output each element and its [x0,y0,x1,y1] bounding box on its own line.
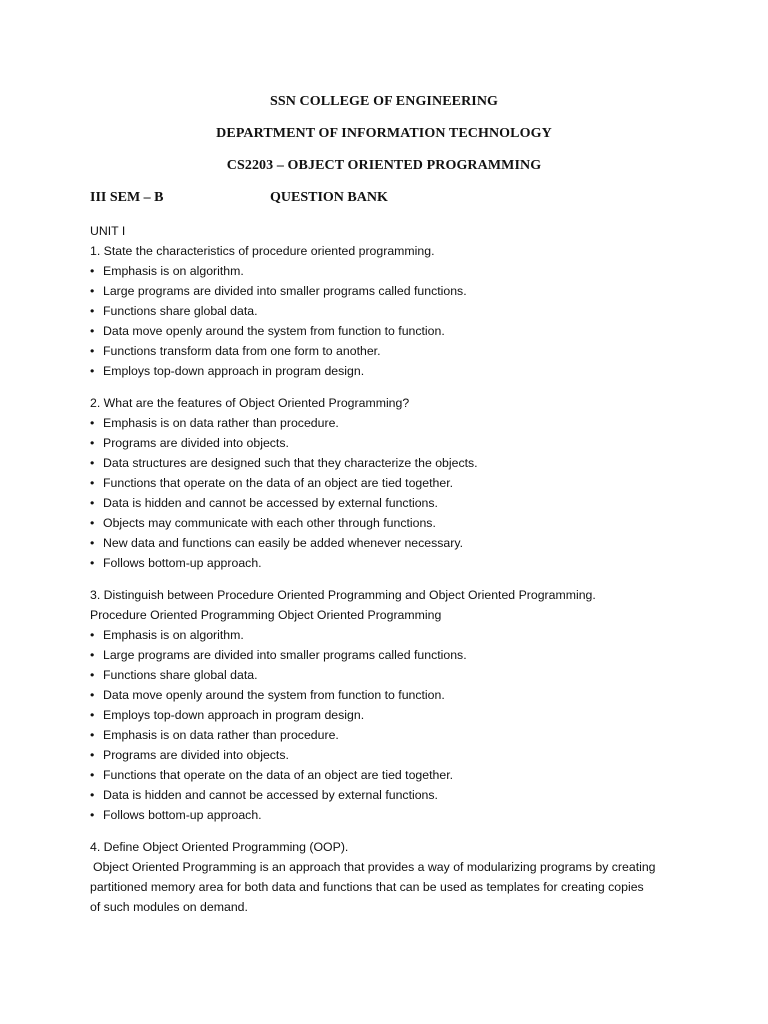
college-title: SSN COLLEGE OF ENGINEERING [269,94,499,109]
question-text: 1. State the characteristics of procedure oriented programming. [90,244,435,258]
bullet-item: • Emphasis is on data rather than procedure. [90,413,710,433]
bullet-item: • Employs top-down approach in program design. [90,705,710,725]
semester-label: III SEM – B [90,190,164,205]
question-3 [90,585,710,825]
question-text: 4. Define Object Oriented Programming (OOP). [90,840,349,854]
question-text: 2. What are the features of Object Oriented Programming? [90,396,410,410]
question-text: 3. Distinguish between Procedure Oriented Programming and Object Oriented Programming. [90,588,596,602]
bullet-item: • Functions that operate on the data of an object are tied together. [90,473,710,493]
bullet-item: • Data is hidden and cannot be accessed by external functions. [90,493,710,513]
bullet-item: • Emphasis is on algorithm. [90,625,710,645]
answer-line: Object Oriented Programming is an approach that provides a way of modularizing programs by creating [93,860,656,874]
question-bank-label: QUESTION BANK [270,190,388,205]
question-4 [90,837,710,917]
bullet-item: • Employs top-down approach in program design. [90,361,710,381]
department-title: DEPARTMENT OF INFORMATION TECHNOLOGY [216,126,552,141]
bullet-item: • Large programs are divided into smaller programs called functions. [90,281,710,301]
bullet-item: • Data move openly around the system from function to function. [90,685,710,705]
bullet-item: • Functions share global data. [90,301,710,321]
bullet-item: • Data is hidden and cannot be accessed by external functions. [90,785,710,805]
bullet-item: • Objects may communicate with each other through functions. [90,513,710,533]
bullet-item: • Large programs are divided into smaller programs called functions. [90,645,710,665]
bullet-item: • Functions that operate on the data of an object are tied together. [90,765,710,785]
bullet-item: • New data and functions can easily be added whenever necessary. [90,533,710,553]
bullet-item: • Functions share global data. [90,665,710,685]
question-2 [90,393,710,573]
bullet-item: • Follows bottom-up approach. [90,553,710,573]
bullet-item: • Programs are divided into objects. [90,745,710,765]
answer-line: of such modules on demand. [90,900,248,914]
bullet-item: • Emphasis is on data rather than procedure. [90,725,710,745]
bullet-item: • Programs are divided into objects. [90,433,710,453]
bullet-item: • Functions transform data from one form to another. [90,341,710,361]
bullet-item: • Follows bottom-up approach. [90,805,710,825]
bullet-item: • Data move openly around the system from function to function. [90,321,710,341]
unit-heading: UNIT I [90,224,126,238]
comparison-subheading: Procedure Oriented Programming Object Oriented Programming [90,608,442,622]
bullet-item: • Emphasis is on algorithm. [90,261,710,281]
course-title: CS2203 – OBJECT ORIENTED PROGRAMMING [226,158,542,173]
question-1 [90,241,710,381]
document-body [90,221,710,917]
bullet-item: • Data structures are designed such that they characterize the objects. [90,453,710,473]
answer-line: partitioned memory area for both data and functions that can be used as templates for creating copies [90,880,644,894]
